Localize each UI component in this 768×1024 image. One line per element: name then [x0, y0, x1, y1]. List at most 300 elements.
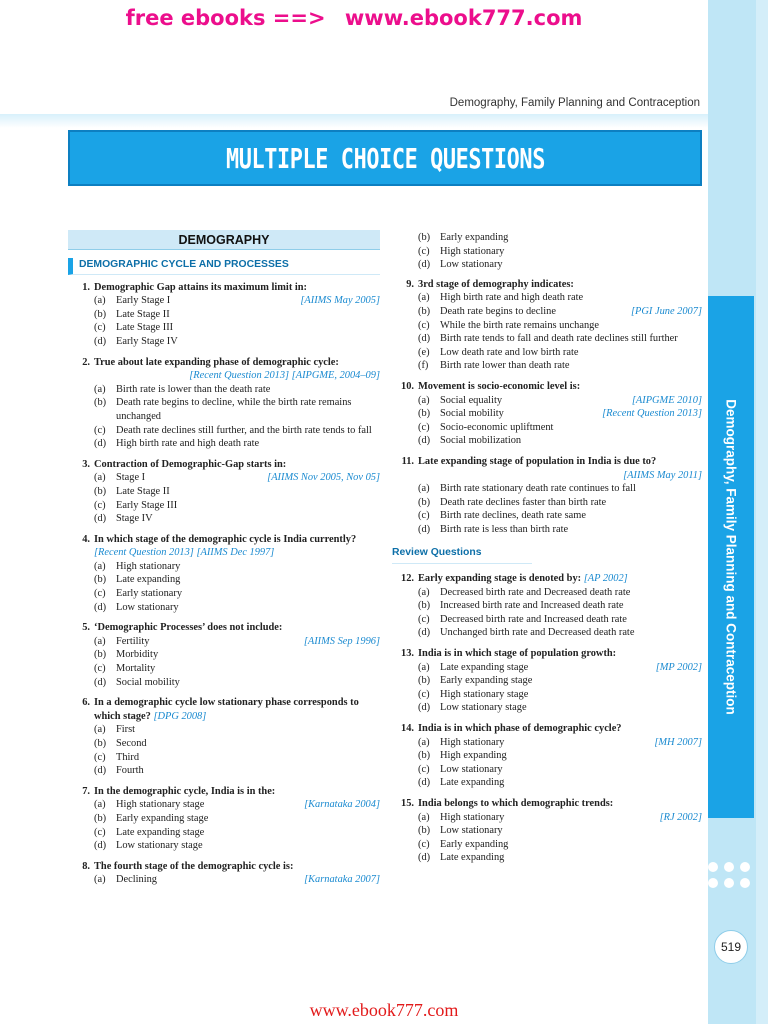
option-source: [Karnataka 2007]	[304, 874, 380, 886]
option-letter: (c)	[94, 826, 106, 838]
question-line	[392, 380, 702, 394]
option-list	[392, 736, 702, 790]
option-text: Early expanding stage	[440, 675, 533, 687]
option-text: High expanding	[440, 750, 507, 762]
question-stem: India belongs to which demographic trends:	[418, 797, 614, 809]
question-number: 3.	[82, 458, 90, 470]
option-text: Death rate declines faster than birth rate	[440, 496, 607, 508]
option-text: Mortality	[116, 663, 156, 675]
answer-option	[68, 764, 380, 778]
question-text	[94, 281, 380, 295]
question-number: 10.	[401, 380, 414, 392]
question-number: 14.	[401, 723, 414, 734]
option-letter: (b)	[418, 305, 431, 317]
question-item	[392, 647, 702, 715]
option-letter: (b)	[418, 825, 431, 837]
option-text: Birth rate tends to fall and death rate declines still further	[440, 333, 678, 345]
option-list	[392, 291, 702, 373]
option-text: Death rate declines still further, and the birth rate tends to fall	[116, 424, 372, 436]
page-title: MULTIPLE CHOICE QUESTIONS	[225, 141, 545, 175]
question-line	[68, 696, 380, 723]
answer-option	[68, 335, 380, 349]
option-source: [Recent Question 2013]	[602, 408, 702, 420]
option-text: Late expanding	[116, 574, 181, 586]
question-line	[392, 455, 702, 469]
option-source: [PGI June 2007]	[631, 305, 702, 317]
answer-option	[392, 231, 702, 245]
option-letter: (c)	[418, 245, 430, 257]
option-text: Late expanding stage	[440, 661, 529, 673]
option-letter: (a)	[418, 394, 430, 406]
question-stem: India is in which phase of demographic cycle?	[418, 723, 622, 734]
option-source: [Karnataka 2004]	[304, 799, 380, 811]
option-letter: (a)	[94, 635, 106, 647]
carryover-options	[392, 231, 702, 272]
option-list	[68, 294, 380, 348]
review-questions-title: Review Questions	[392, 546, 532, 564]
question-number: 11.	[401, 455, 414, 467]
question-source: [Recent Question 2013] [AIIMS Dec 1997]	[94, 547, 275, 559]
review-question-list	[392, 572, 702, 865]
option-text: Low stationary	[440, 763, 503, 775]
question-item	[68, 860, 380, 887]
option-letter: (b)	[418, 750, 431, 762]
option-letter: (a)	[418, 661, 430, 673]
answer-option	[392, 599, 702, 613]
option-text: High stationary	[440, 245, 505, 257]
answer-option	[392, 359, 702, 373]
option-list	[68, 471, 380, 525]
answer-option	[392, 701, 702, 715]
section-title: DEMOGRAPHY	[68, 230, 380, 250]
answer-option	[392, 776, 702, 790]
option-text: Fertility	[116, 635, 150, 647]
answer-option	[68, 601, 380, 615]
page-title-banner	[68, 130, 702, 186]
option-letter: (d)	[94, 840, 107, 852]
option-letter: (c)	[418, 838, 430, 850]
option-text: Low stationary stage	[116, 840, 203, 852]
question-item	[68, 621, 380, 689]
option-text: Morbidity	[116, 649, 159, 661]
question-number: 15.	[401, 797, 414, 809]
question-item	[68, 533, 380, 615]
answer-option	[68, 662, 380, 676]
option-letter: (d)	[418, 852, 431, 864]
answer-option	[392, 346, 702, 360]
option-source: [AIIMS May 2005]	[300, 295, 380, 307]
answer-option	[68, 798, 380, 812]
option-letter: (c)	[94, 424, 106, 436]
question-line	[68, 356, 380, 370]
question-line	[392, 278, 702, 292]
option-text: Third	[116, 751, 140, 763]
question-text	[418, 722, 702, 736]
answer-option	[392, 258, 702, 272]
answer-option	[68, 560, 380, 574]
answer-option	[392, 407, 702, 421]
option-text: First	[116, 724, 136, 736]
option-text: Late expanding	[440, 852, 505, 864]
answer-option	[68, 812, 380, 826]
decorative-dots	[708, 862, 750, 888]
question-item	[68, 356, 380, 451]
option-letter: (c)	[418, 421, 430, 433]
answer-option	[68, 499, 380, 513]
page-number: 519	[714, 930, 748, 964]
answer-option	[68, 839, 380, 853]
question-number: 1.	[82, 281, 90, 293]
option-text: Low death rate and low birth rate	[440, 346, 579, 358]
chapter-side-tab	[708, 296, 754, 818]
option-letter: (d)	[418, 435, 431, 447]
option-letter: (c)	[418, 510, 430, 522]
question-stem: India is in which stage of population growth:	[418, 648, 617, 660]
question-number: 6.	[82, 697, 90, 709]
option-letter: (c)	[94, 663, 106, 675]
option-text: Low stationary	[440, 825, 503, 837]
option-list	[392, 394, 702, 448]
answer-option	[68, 873, 380, 887]
answer-option	[68, 437, 380, 451]
question-text	[94, 356, 380, 370]
option-source: [AIPGME 2010]	[631, 394, 702, 406]
question-text	[418, 455, 702, 469]
option-text: Early Stage I	[116, 295, 171, 307]
option-letter: (c)	[418, 763, 430, 775]
option-text: Unchanged birth rate and Decreased death rate	[440, 627, 635, 639]
question-number: 13.	[401, 648, 414, 660]
option-text: Low stationary stage	[440, 702, 527, 714]
option-list	[68, 383, 380, 451]
question-line	[68, 860, 380, 874]
question-source-line: [AIIMS May 2011]	[623, 469, 702, 481]
option-text: Late Stage III	[116, 322, 174, 334]
answer-option	[392, 688, 702, 702]
option-text: Social mobility	[440, 408, 504, 420]
option-letter: (a)	[418, 736, 430, 748]
running-head: Demography, Family Planning and Contraception	[449, 97, 700, 109]
question-line	[68, 533, 380, 560]
question-number: 12.	[401, 573, 414, 585]
answer-option	[392, 811, 702, 825]
question-number: 4.	[82, 533, 90, 545]
option-letter: (c)	[94, 751, 106, 763]
option-letter: (a)	[94, 724, 106, 736]
answer-option	[68, 573, 380, 587]
option-text: Early Stage III	[116, 499, 178, 511]
option-letter: (b)	[94, 574, 107, 586]
chapter-side-title: Demography, Family Planning and Contraception	[723, 399, 739, 715]
option-list	[392, 482, 702, 536]
question-text	[418, 797, 702, 811]
option-letter: (b)	[418, 408, 431, 420]
option-text: Fourth	[116, 765, 144, 777]
option-text: Death rate begins to decline	[440, 305, 556, 317]
answer-option	[68, 723, 380, 737]
option-letter: (d)	[94, 601, 107, 613]
option-letter: (b)	[418, 232, 431, 243]
answer-option	[392, 421, 702, 435]
option-list	[68, 560, 380, 614]
option-text: Death rate begins to decline, while the birth rate remains unchanged	[116, 397, 352, 422]
question-stem: Contraction of Demographic-Gap starts in:	[94, 458, 287, 470]
option-list	[392, 661, 702, 715]
question-source: [AP 2002]	[583, 573, 628, 585]
option-letter: (b)	[94, 308, 107, 320]
option-letter: (c)	[94, 499, 106, 511]
option-letter: (a)	[418, 292, 430, 304]
question-text	[94, 458, 380, 472]
option-text: While the birth rate remains unchange	[440, 319, 599, 331]
answer-option	[68, 485, 380, 499]
question-source-line: [Recent Question 2013] [AIPGME, 2004–09]	[189, 370, 380, 382]
question-stem: Movement is socio-economic level is:	[418, 380, 581, 392]
question-item	[392, 380, 702, 448]
option-letter: (a)	[94, 383, 106, 395]
question-item	[392, 455, 702, 537]
option-text: High stationary	[440, 811, 505, 823]
question-line	[68, 621, 380, 635]
promo-text: free ebooks ==>	[125, 6, 326, 30]
option-text: Second	[116, 738, 147, 749]
question-item	[68, 696, 380, 778]
option-letter: (d)	[94, 513, 107, 525]
question-text	[418, 278, 702, 292]
option-text: Early expanding	[440, 232, 509, 243]
question-item	[392, 278, 702, 373]
answer-option	[68, 471, 380, 485]
answer-option	[392, 736, 702, 750]
question-text	[94, 860, 380, 874]
answer-option	[68, 635, 380, 649]
answer-option	[68, 396, 380, 423]
question-stem: In a demographic cycle low stationary phase corresponds to which stage?	[94, 697, 359, 722]
option-list	[392, 586, 702, 640]
answer-option	[392, 482, 702, 496]
option-list	[68, 873, 380, 887]
option-text: High birth rate and high death rate	[116, 438, 260, 450]
promo-url[interactable]: www.ebook777.com	[344, 6, 583, 30]
answer-option	[392, 332, 702, 346]
option-letter: (a)	[418, 811, 430, 823]
option-text: High stationary	[116, 560, 181, 572]
option-text: Decreased birth rate and Increased death rate	[440, 613, 627, 625]
subsection-title: DEMOGRAPHIC CYCLE AND PROCESSES	[68, 258, 380, 275]
question-stem: ‘Demographic Processes’ does not include:	[94, 622, 283, 634]
question-stem: Late expanding stage of population in India is due to?	[418, 455, 657, 467]
option-text: Early Stage IV	[116, 335, 178, 347]
question-text	[94, 533, 380, 560]
answer-option	[392, 319, 702, 333]
answer-option	[392, 613, 702, 627]
option-text: Declining	[116, 874, 157, 886]
question-stem: Demographic Gap attains its maximum limit in:	[94, 281, 308, 293]
question-stem: True about late expanding phase of demographic cycle:	[94, 356, 339, 368]
question-item	[392, 722, 702, 790]
option-text: High stationary stage	[116, 799, 205, 811]
option-text: High stationary	[440, 736, 505, 748]
option-text: Early expanding stage	[116, 812, 209, 824]
option-letter: (d)	[94, 335, 107, 347]
option-text: Low stationary	[440, 259, 503, 271]
answer-option	[68, 826, 380, 840]
question-stem: The fourth stage of the demographic cycle is:	[94, 860, 294, 872]
answer-option	[68, 294, 380, 308]
question-line	[68, 281, 380, 295]
question-text	[418, 647, 702, 661]
question-text	[94, 696, 380, 723]
answer-option	[392, 305, 702, 319]
answer-option	[392, 434, 702, 448]
answer-option	[392, 824, 702, 838]
option-letter: (d)	[94, 765, 107, 777]
question-item	[68, 785, 380, 853]
question-number: 9.	[406, 278, 414, 290]
answer-option	[392, 245, 702, 259]
question-stem: In which stage of the demographic cycle is India currently?	[94, 533, 357, 545]
question-line	[392, 797, 702, 811]
option-letter: (a)	[94, 472, 106, 484]
question-text	[94, 621, 380, 635]
answer-option	[68, 321, 380, 335]
option-letter: (c)	[418, 613, 430, 625]
option-letter: (e)	[418, 346, 430, 358]
top-promo-banner[interactable]	[0, 6, 708, 30]
option-source: [AIIMS Sep 1996]	[303, 635, 380, 647]
option-source: [MH 2007]	[654, 736, 702, 748]
option-text: High birth rate and high death rate	[440, 292, 584, 304]
option-text: Decreased birth rate and Decreased death rate	[440, 586, 631, 598]
option-list	[68, 798, 380, 852]
question-item	[68, 458, 380, 526]
question-item	[68, 281, 380, 349]
option-list	[392, 811, 702, 865]
question-stem: In the demographic cycle, India is in the:	[94, 785, 276, 797]
question-text	[418, 380, 702, 394]
answer-option	[392, 851, 702, 865]
option-text: Late expanding	[440, 777, 505, 789]
answer-option	[392, 763, 702, 777]
answer-option	[392, 523, 702, 537]
option-letter: (a)	[418, 586, 430, 598]
option-source: [RJ 2002]	[659, 811, 702, 823]
answer-option	[392, 586, 702, 600]
option-text: Early stationary	[116, 588, 183, 600]
option-list	[68, 723, 380, 777]
right-column	[392, 231, 702, 872]
question-line	[392, 572, 702, 586]
option-letter: (b)	[94, 738, 107, 749]
option-text: Birth rate is lower than the death rate	[116, 383, 271, 395]
question-item	[392, 572, 702, 640]
answer-option	[392, 674, 702, 688]
option-text: Early expanding	[440, 838, 509, 850]
question-text	[418, 572, 702, 586]
answer-option	[392, 496, 702, 510]
question-number: 2.	[82, 356, 90, 368]
option-letter: (a)	[94, 560, 106, 572]
option-letter: (c)	[94, 588, 106, 600]
question-stem: 3rd stage of demography indicates:	[418, 278, 574, 290]
answer-option	[68, 424, 380, 438]
question-text	[94, 785, 380, 799]
option-letter: (d)	[94, 676, 107, 688]
option-text: Birth rate is less than birth rate	[440, 523, 569, 535]
option-text: High stationary stage	[440, 688, 529, 700]
option-text: Late expanding stage	[116, 826, 205, 838]
option-letter: (c)	[418, 688, 430, 700]
answer-option	[68, 676, 380, 690]
question-line	[68, 785, 380, 799]
question-number: 8.	[82, 860, 90, 872]
question-number: 7.	[82, 785, 90, 797]
option-letter: (d)	[94, 438, 107, 450]
option-source: [AIIMS Nov 2005, Nov 05]	[267, 472, 380, 484]
option-letter: (c)	[418, 319, 430, 331]
answer-option	[392, 626, 702, 640]
footer-url[interactable]: www.ebook777.com	[309, 1000, 459, 1020]
option-text: Late Stage II	[116, 485, 170, 497]
header-rule	[0, 114, 708, 128]
answer-option	[392, 838, 702, 852]
option-text: Social mobilization	[440, 435, 522, 447]
answer-option	[68, 648, 380, 662]
answer-option	[68, 308, 380, 322]
option-text: Stage I	[116, 472, 146, 484]
option-letter: (b)	[418, 675, 431, 687]
right-question-list	[392, 278, 702, 537]
question-number: 5.	[82, 622, 90, 634]
answer-option	[68, 751, 380, 765]
answer-option	[68, 512, 380, 526]
option-letter: (d)	[418, 627, 431, 639]
question-source: [DPG 2008]	[153, 710, 207, 722]
option-letter: (a)	[94, 295, 106, 307]
option-text: Social mobility	[116, 676, 180, 688]
option-text: Late Stage II	[116, 308, 170, 320]
left-question-list	[68, 281, 380, 887]
answer-option	[68, 737, 380, 751]
answer-option	[392, 749, 702, 763]
left-column	[68, 230, 380, 894]
option-letter: (a)	[418, 483, 430, 495]
option-letter: (f)	[418, 360, 429, 372]
option-text: Stage IV	[116, 513, 153, 525]
option-letter: (b)	[418, 496, 431, 508]
option-letter: (d)	[418, 777, 431, 789]
answer-option	[392, 291, 702, 305]
option-text: Increased birth rate and Increased death rate	[440, 600, 624, 612]
option-letter: (b)	[94, 812, 107, 824]
option-text: Birth rate lower than death rate	[440, 360, 570, 372]
option-text: Birth rate stationary death rate continues to fall	[440, 483, 636, 495]
option-letter: (b)	[94, 397, 107, 409]
option-text: Socio-economic upliftment	[440, 421, 554, 433]
option-letter: (d)	[418, 702, 431, 714]
option-letter: (b)	[94, 649, 107, 661]
option-letter: (d)	[418, 259, 431, 271]
option-letter: (d)	[418, 333, 431, 345]
answer-option	[68, 587, 380, 601]
option-letter: (c)	[94, 322, 106, 334]
option-text: Social equality	[440, 394, 503, 406]
question-item	[392, 797, 702, 865]
option-letter: (a)	[94, 799, 106, 811]
option-text: Birth rate declines, death rate same	[440, 510, 586, 522]
answer-option	[392, 394, 702, 408]
option-letter: (a)	[94, 874, 106, 886]
